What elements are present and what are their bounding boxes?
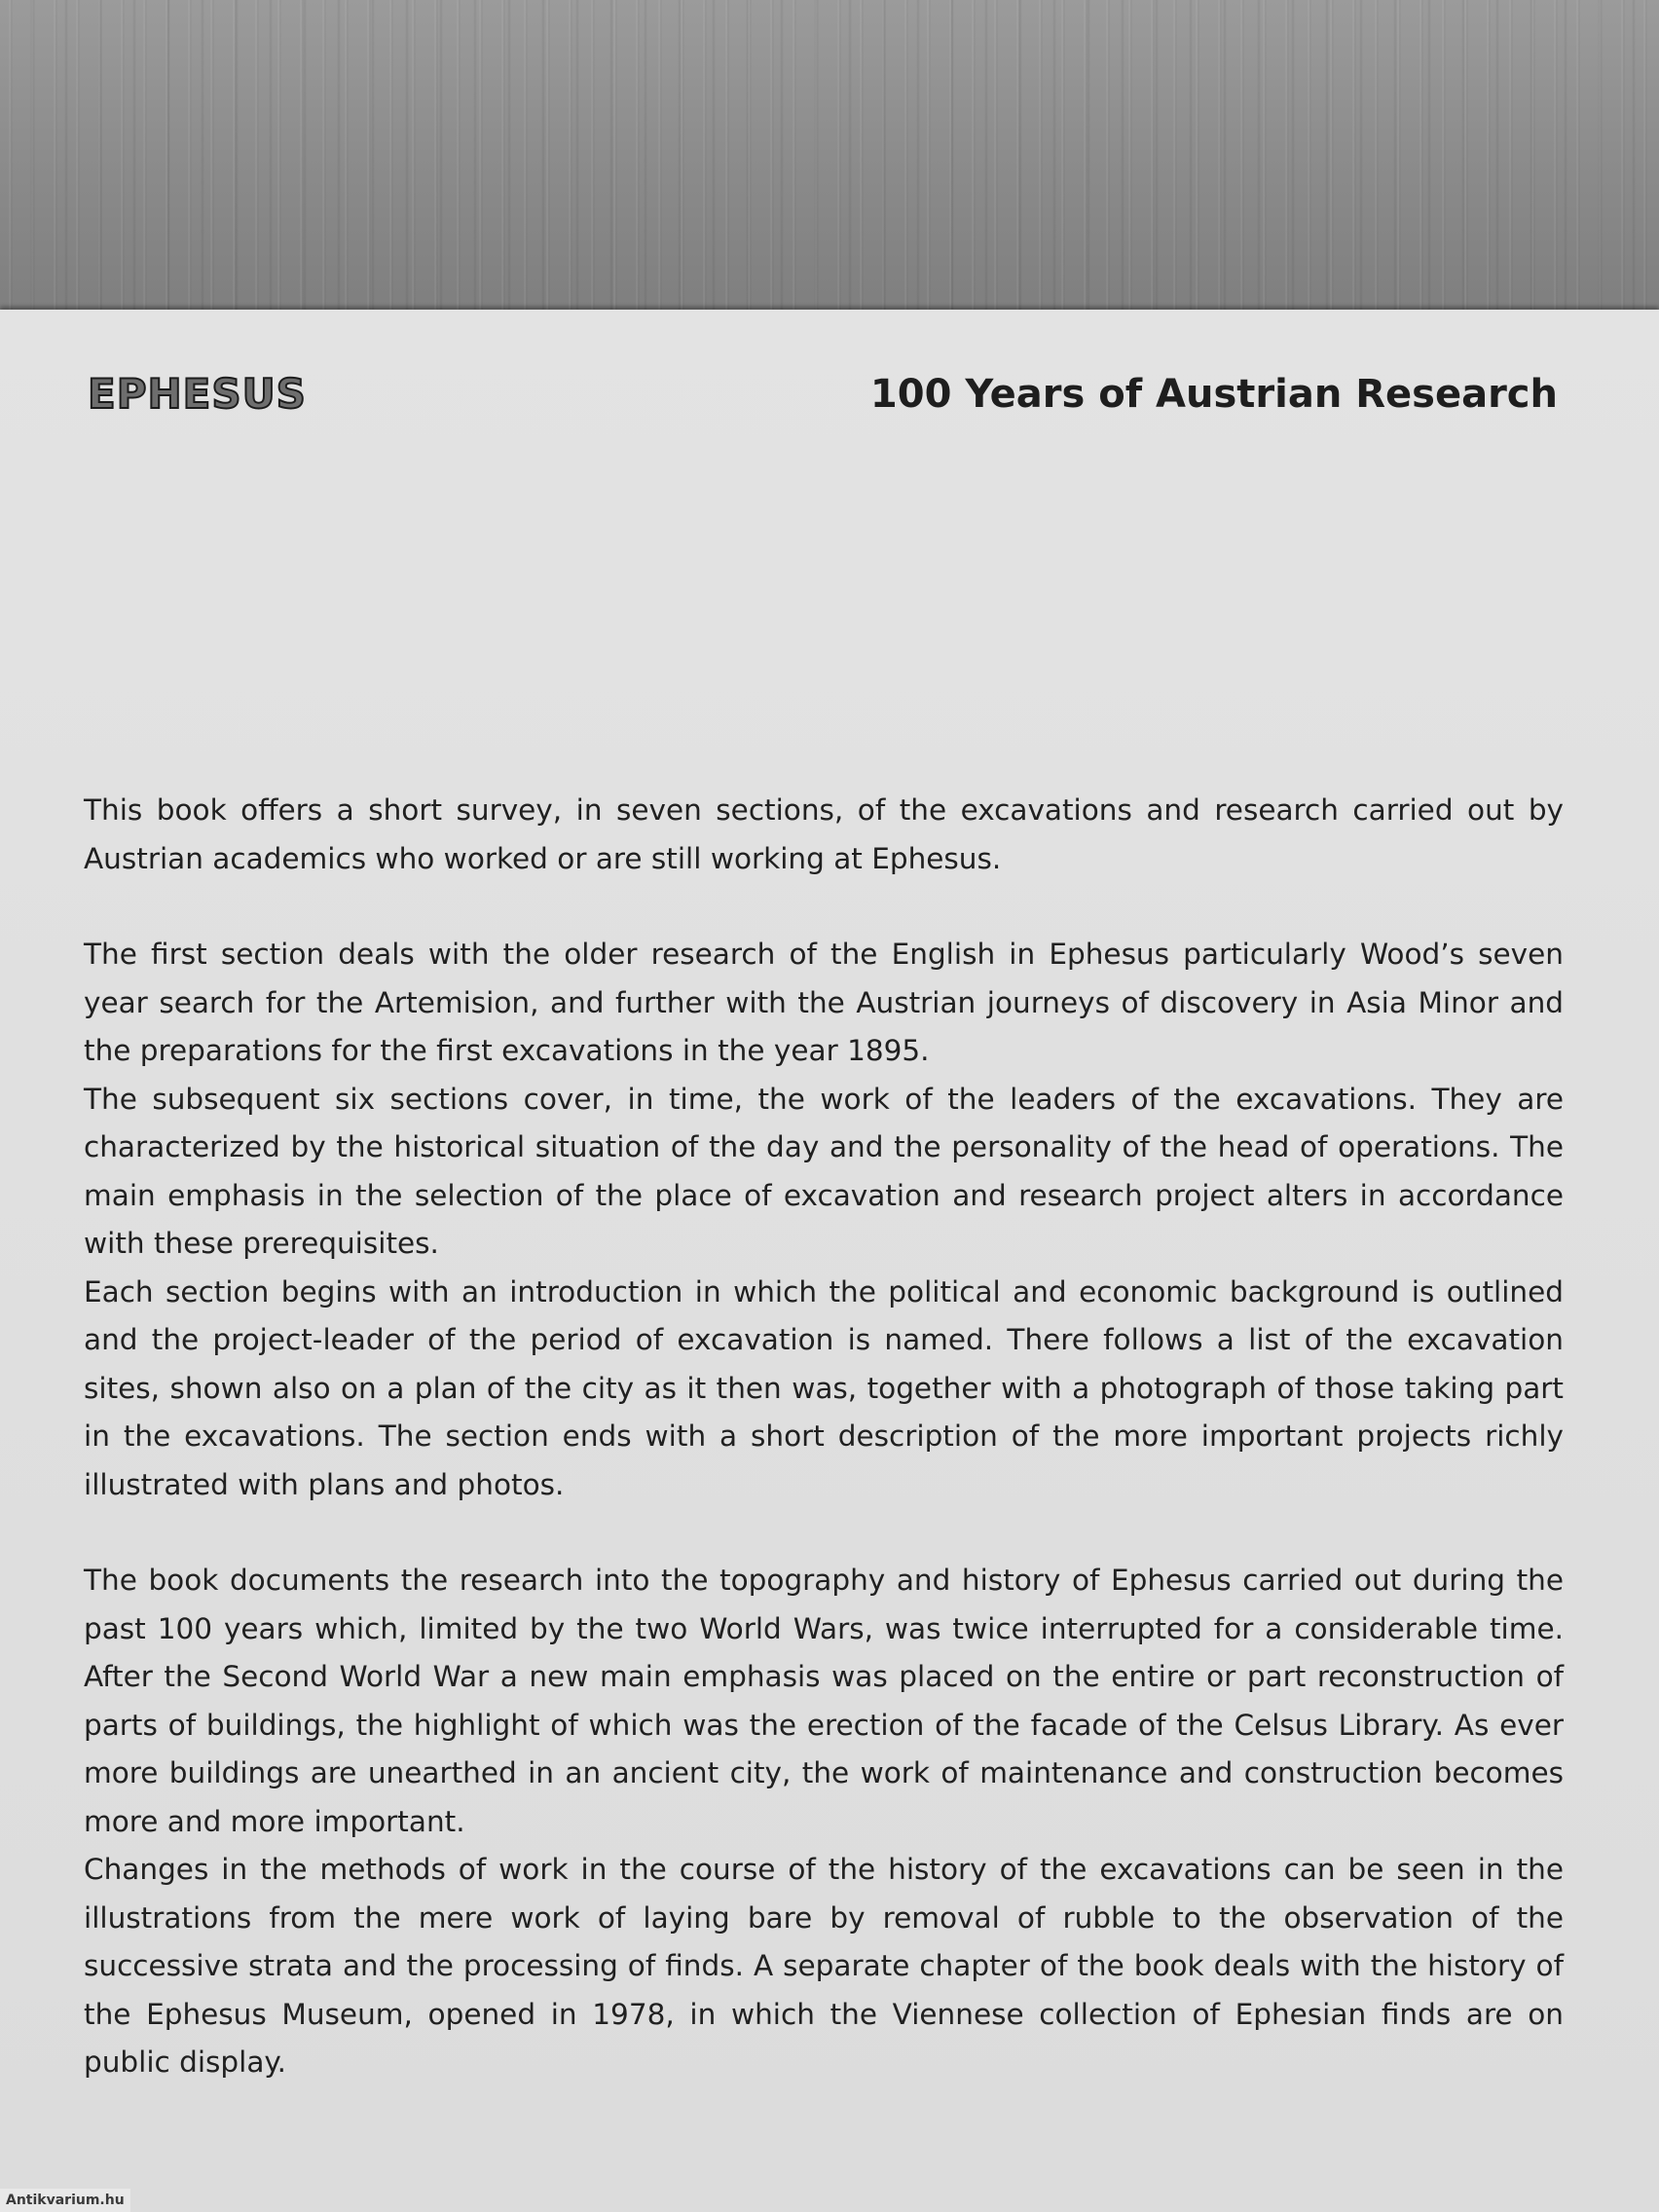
paragraph-research-documentation: The book documents the research into the topography and history of Ephesus carried out during the past 100 years which, limited by the two World Wars, was twice interrupted for a considerable time. After the Second World War a new main emphasis was placed on the entire or part reconstruction of parts of buildings, the highlight of which was the erection of the facade of the Celsus Library. As ever more buildings are unearthed in an ancient city, the work of maintenance and construction becomes more and more important. (84, 1564, 1564, 1838)
paragraph-gap (84, 1509, 1564, 1557)
book-back-cover (0, 310, 1659, 2212)
watermark: Antikvarium.hu (0, 2189, 130, 2212)
table-surface (0, 0, 1659, 321)
paragraph-intro: This book offers a short survey, in seven sections, of the excavations and research carried out by Austrian academics who worked or are still working at Ephesus. (84, 793, 1564, 875)
book-subtitle: 100 Years of Austrian Research (869, 372, 1558, 417)
book-title: EPHESUS (88, 370, 307, 418)
paragraph-first-section: The first section deals with the older research of the English in Ephesus particularly Wood’s seven year search for the Artemision, and further with the Austrian journeys of discovery in Asia Minor and the preparations for the first excavations in the year 1895. (84, 938, 1564, 1067)
paragraph-methods-and-museum: Changes in the methods of work in the course of the history of the excavations can be seen in the illustrations from the mere work of laying bare by removal of rubble to the observation of the successive strata and the processing of finds. A separate chapter of the book deals with the history of the Ephesus Museum, opened in 1978, in which the Viennese collection of Ephesian finds are on public display. (84, 1853, 1564, 2079)
paragraph-section-structure: Each section begins with an introduction in which the political and economic background is outlined and the project-leader of the period of excavation is named. There follows a list of the excavation sites, shown also on a plan of the city as it then was, together with a photograph of those taking part in the excavations. The section ends with a short description of the more important projects richly illustrated with plans and photos. (84, 1274, 1564, 1501)
paragraph-subsequent-sections: The subsequent six sections cover, in time, the work of the leaders of the excavations. They are characterized by the historical situation of the day and the personality of the head of operations. The main emphasis in the selection of the place of excavation and research project alters in accordance with these prerequisites. (84, 1082, 1564, 1260)
blurb-text (84, 787, 1564, 2087)
paragraph-gap (84, 883, 1564, 931)
